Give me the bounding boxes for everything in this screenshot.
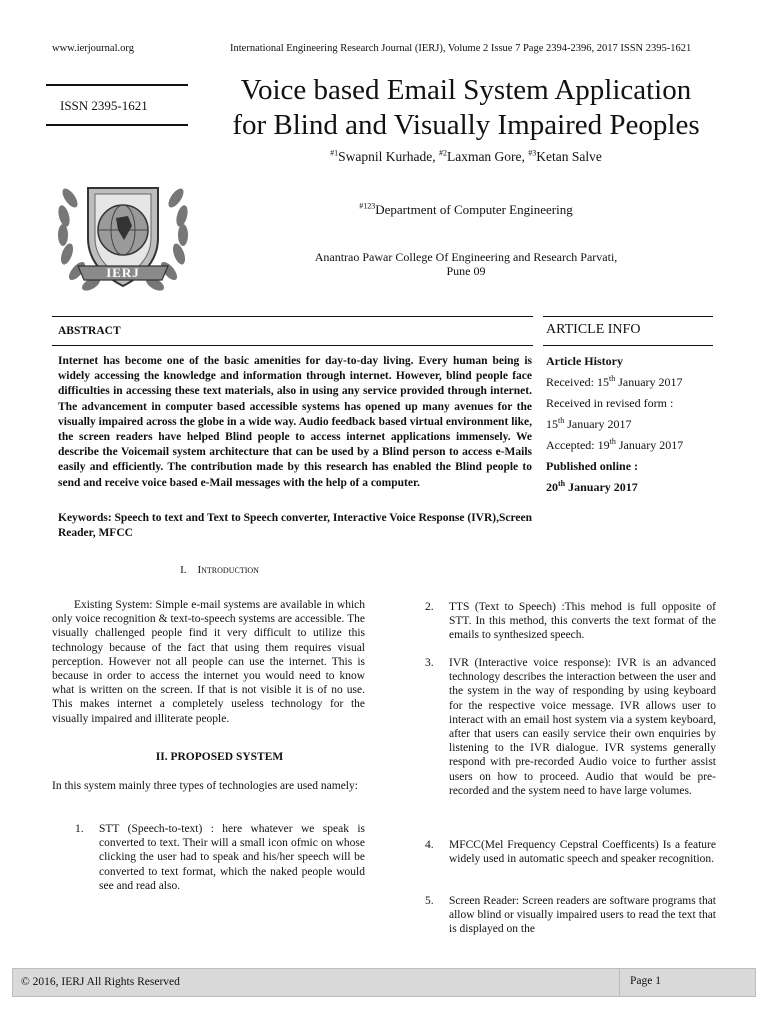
- keywords: Keywords: Speech to text and Text to Speech converter, Interactive Voice Response (IVR),Screen Reader, MFCC: [58, 512, 532, 539]
- revised-label: Received in revised form :: [546, 396, 674, 410]
- received-text: Received: 15: [546, 375, 609, 389]
- list-item-text: Screen Reader: Screen readers are software programs that allow blind or visually impaired users to read the text that is displayed on the: [449, 895, 716, 936]
- author-1-marker: #1: [330, 148, 339, 158]
- article-info-rule: [543, 345, 713, 346]
- accepted-text: Accepted: 19: [546, 438, 610, 452]
- revised-month: January 2017: [564, 417, 632, 431]
- published-date: [546, 480, 746, 495]
- journal-website: www.ierjournal.org: [52, 43, 134, 54]
- copyright-notice: © 2016, IERJ All Rights Reserved: [21, 976, 180, 988]
- list-item-text: IVR (Interactive voice response): IVR is an advanced technology describes the interaction between the user and the system in the way of responding by using keyboard for the respective voice message. IVR allows user to interact with an email host system via a system keyboard, after that users can easily service their own enquiries by listening to the IVR dialogue. IVR systems generally respond with pre-recorded Audio voice to further assist users on how to proceed. Audio that would be pre-recorded and the system need to have large volumes.: [449, 657, 716, 797]
- abstract-top-rule: [52, 316, 533, 317]
- proposed-system-paragraph: In this system mainly three types of technologies are used namely:: [52, 780, 358, 792]
- abstract-heading: ABSTRACT: [58, 325, 121, 337]
- article-info-heading: ARTICLE INFO: [546, 322, 641, 337]
- logo-text: IERJ: [106, 265, 140, 280]
- list-item-number: 2.: [425, 601, 434, 613]
- page-number: Page 1: [630, 975, 661, 987]
- section-heading-proposed-system: II. PROPOSED SYSTEM: [155, 751, 284, 763]
- list-item-number: 1.: [75, 823, 84, 835]
- section-title: Introduction: [197, 564, 259, 576]
- revised-date: [546, 417, 746, 432]
- published-ordinal: th: [558, 479, 566, 488]
- received-month: January 2017: [615, 375, 683, 389]
- article-info-top-rule: [543, 316, 713, 317]
- published-text: 20: [546, 480, 558, 494]
- published-label: Published online :: [546, 459, 639, 473]
- author-3: Ketan Salve: [536, 149, 602, 164]
- section-numeral: I.: [180, 564, 187, 576]
- revised-ordinal: th: [558, 416, 565, 425]
- author-3-marker: #3: [528, 148, 537, 158]
- section-heading-introduction: [52, 564, 387, 576]
- journal-citation: International Engineering Research Journal (IERJ), Volume 2 Issue 7 Page 2394-2396, 2017 ISSN 2395-1621: [230, 43, 692, 54]
- article-history-label: Article History: [546, 354, 623, 368]
- paper-title: [196, 73, 736, 143]
- page-footer: [12, 968, 756, 997]
- department: [196, 202, 736, 218]
- list-item-number: 5.: [425, 895, 434, 907]
- affiliation-marker: #123: [359, 201, 376, 211]
- author-2: Laxman Gore,: [446, 149, 525, 164]
- issn-label: ISSN 2395-1621: [60, 98, 148, 113]
- list-item-text: MFCC(Mel Frequency Cepstral Coefficents) Is a feature widely used in automatic speech and speaker recognition.: [449, 839, 716, 866]
- introduction-paragraph: Existing System: Simple e-mail systems are available in which only voice recognition & text-to-speech systems are accessible. The visually challenged people find it very difficult to utilize this technology because of the fact that using them requires visual perception. However not all people can use the internet. This is because in order to access the internet you would need to know what is written on the screen. If that is not visible it is of no use. This makes internet a completely useless technology for the visually impaired and illiterate people.: [52, 599, 365, 725]
- revised-text: 15: [546, 417, 558, 431]
- college-line-1: Anantrao Pawar College Of Engineering and Research Parvati,: [314, 250, 618, 264]
- list-item-text: TTS (Text to Speech) :This mehod is full opposite of STT. In this method, this converts the text format of the emails to synthesized speech.: [449, 601, 716, 642]
- abstract-body: Internet has become one of the basic amenities for day-to-day living. Every human being is widely accessing the knowledge and information through internet. However, blind people face difficulties in accessing these text materials, also in using any service provided through internet. The advancement in computer based accessible systems has opened up many avenues for the visually impaired across the globe in a wide way. Audio feedback based virtual environment like, the screen readers have helped Blind people to access internet applications immensely. We describe the Voicemail system architecture that can be used by a Blind person to access e-Mails easily and efficiently. The contribution made by this research has enabled the Blind people to send and receive voice based e-Mail messages with the help of a computer.: [58, 355, 532, 489]
- received-date: [546, 375, 746, 390]
- article-info-list: [546, 354, 746, 501]
- page-number-box: [619, 969, 757, 996]
- published-month: January 2017: [565, 480, 638, 494]
- list-item-number: 4.: [425, 839, 434, 851]
- college-line-2: Pune 09: [446, 264, 486, 278]
- department-name: Department of Computer Engineering: [375, 202, 573, 217]
- received-ordinal: th: [608, 374, 616, 383]
- ierj-laurel-shield-logo: [48, 158, 198, 308]
- accepted-month: January 2017: [615, 438, 684, 452]
- list-item-number: 3.: [425, 657, 434, 669]
- college: [196, 250, 736, 278]
- author-1: Swapnil Kurhade,: [338, 149, 436, 164]
- abstract-rule: [52, 345, 533, 346]
- author-2-marker: #2: [438, 148, 447, 158]
- accepted-date: [546, 438, 746, 453]
- title-line-1: Voice based Email System Application: [240, 74, 692, 106]
- author-list: [196, 149, 736, 165]
- list-item-text: STT (Speech-to-text) : here whatever we speak is converted to text. Their will a small icon ofmic on whose clicking the user had to speak and his/her speech will be converted to text format, which the naked people would see and read also.: [99, 823, 365, 892]
- accepted-ordinal: th: [609, 437, 616, 446]
- logo-graphic: [48, 158, 198, 308]
- title-line-2: for Blind and Visually Impaired Peoples: [232, 109, 700, 141]
- issn-box: [46, 84, 188, 126]
